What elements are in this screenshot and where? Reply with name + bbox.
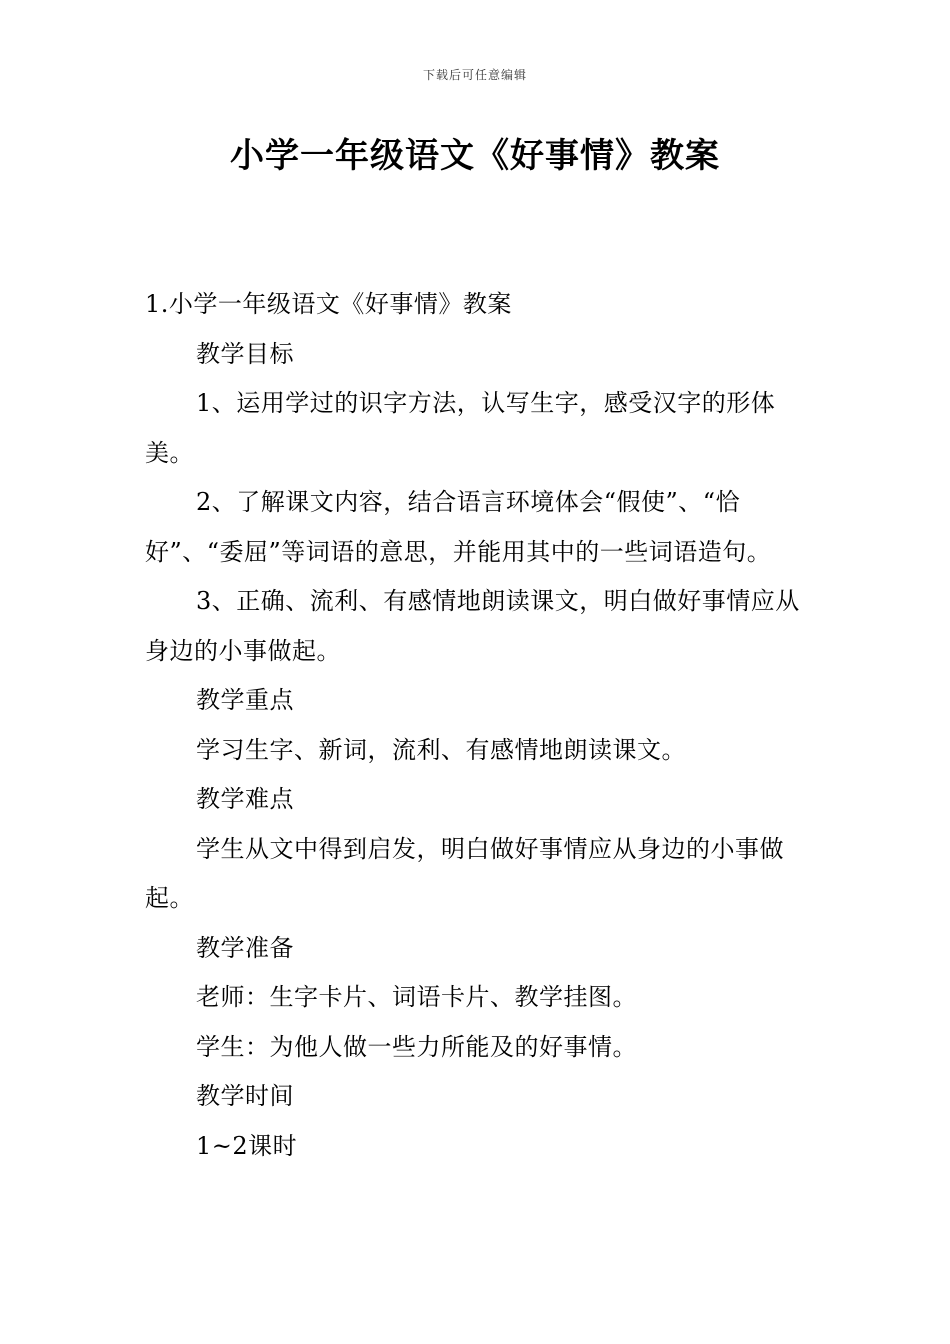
- section-heading: 1.小学一年级语文《好事情》教案: [145, 290, 512, 318]
- preparation-student: 学生：为他人做一些力所能及的好事情。: [196, 1032, 637, 1061]
- subheading-time: 教学时间: [196, 1082, 294, 1110]
- header-note: 下载后可任意编辑: [422, 68, 527, 82]
- objective-item-3: 3、正确、流利、有感情地朗读课文，明白做好事情应从身边的小事做起。: [145, 587, 800, 665]
- preparation-teacher: 老师：生字卡片、词语卡片、教学挂图。: [196, 983, 637, 1011]
- subheading-objectives: 教学目标: [196, 339, 294, 368]
- time-text: 1~2课时: [196, 1131, 298, 1160]
- difficulties-text: 学生从文中得到启发，明白做好事情应从身边的小事做起。: [145, 834, 784, 912]
- subheading-key-points: 教学重点: [196, 686, 294, 714]
- objective-item-1: 1、运用学过的识字方法，认写生字，感受汉字的形体美。: [145, 389, 776, 467]
- subheading-difficulties: 教学难点: [196, 785, 294, 813]
- document-title: 小学一年级语文《好事情》教案: [230, 136, 720, 176]
- key-points-text: 学习生字、新词，流利、有感情地朗读课文。: [196, 735, 686, 764]
- objective-item-2: 2、了解课文内容，结合语言环境体会“假使”、“恰好”、“委屈”等词语的意思，并能用其中的一些词语造句。: [145, 488, 772, 566]
- document-body: [145, 280, 810, 1171]
- subheading-preparation: 教学准备: [196, 933, 294, 962]
